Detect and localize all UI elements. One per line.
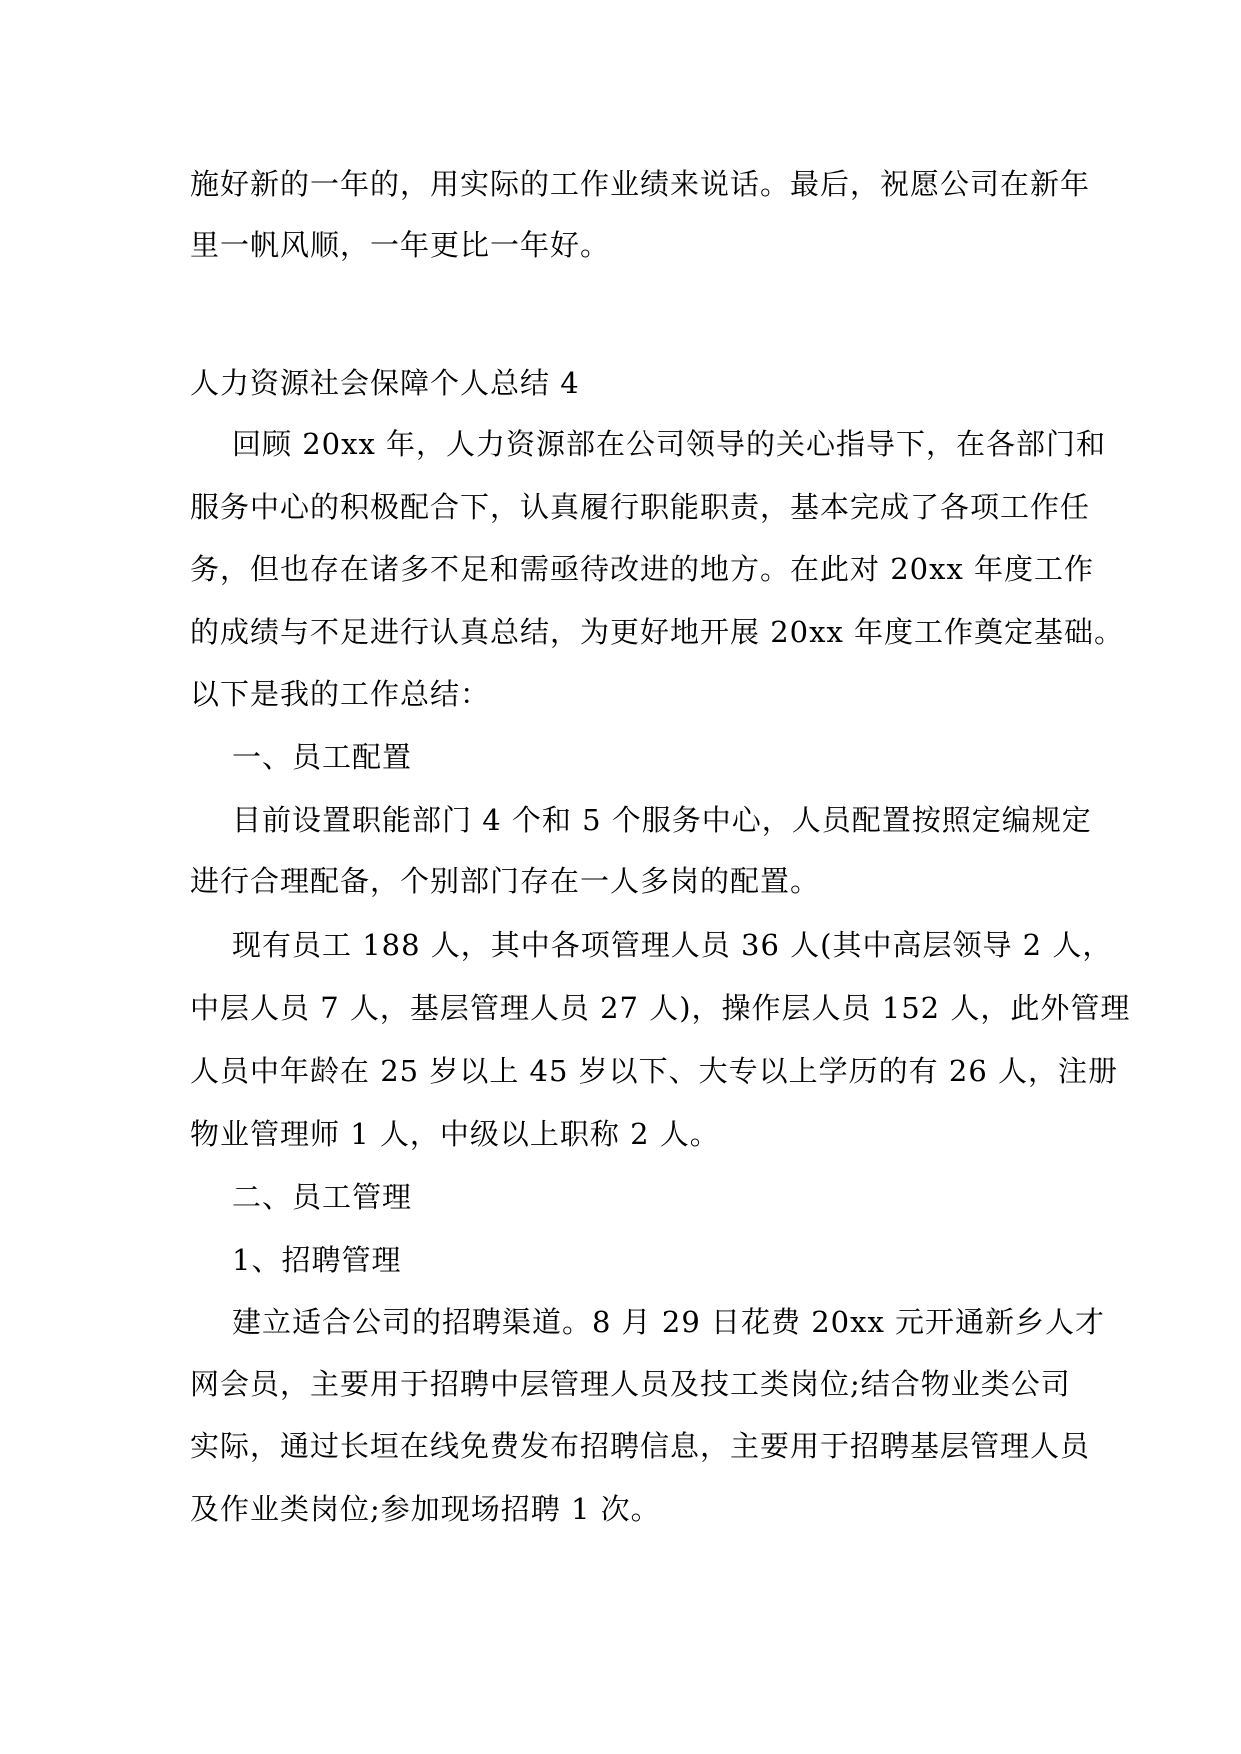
body-text-line: 及作业类岗位;参加现场招聘 1 次。	[190, 1492, 661, 1526]
body-text-line: 实际，通过长垣在线免费发布招聘信息，主要用于招聘基层管理人员	[190, 1429, 1091, 1463]
body-text-line: 物业管理师 1 人，中级以上职称 2 人。	[190, 1117, 720, 1151]
body-text-line: 目前设置职能部门 4 个和 5 个服务中心，人员配置按照定编规定	[232, 803, 1092, 837]
heading-line: 二、员工管理	[232, 1180, 413, 1214]
heading-line: 1、招聘管理	[232, 1243, 402, 1277]
body-text-line: 网会员，主要用于招聘中层管理人员及技工类岗位;结合物业类公司	[190, 1367, 1071, 1401]
body-text-line: 现有员工 188 人，其中各项管理人员 36 人(其中高层领导 2 人，	[232, 928, 1113, 962]
body-text-line: 里一帆风顺，一年更比一年好。	[190, 228, 611, 262]
body-text-line: 中层人员 7 人，基层管理人员 27 人)，操作层人员 152 人，此外管理	[190, 991, 1131, 1025]
body-text-line: 回顾 20xx 年，人力资源部在公司领导的关心指导下，在各部门和	[232, 427, 1107, 461]
body-text-line: 的成绩与不足进行认真总结，为更好地开展 20xx 年度工作奠定基础。	[190, 615, 1125, 649]
body-text-line: 以下是我的工作总结：	[190, 677, 491, 711]
section-title: 人力资源社会保障个人总结 4	[190, 366, 580, 400]
body-text-line: 人员中年龄在 25 岁以上 45 岁以下、大专以上学历的有 26 人，注册	[190, 1054, 1119, 1088]
heading-line: 一、员工配置	[232, 740, 413, 774]
body-text-line: 务，但也存在诸多不足和需亟待改进的地方。在此对 20xx 年度工作	[190, 552, 1095, 586]
body-text-line: 进行合理配备，个别部门存在一人多岗的配置。	[190, 864, 821, 898]
body-text-line: 建立适合公司的招聘渠道。8 月 29 日花费 20xx 元开通新乡人才	[232, 1305, 1106, 1339]
body-text-line: 服务中心的积极配合下，认真履行职能职责，基本完成了各项工作任	[190, 490, 1091, 524]
body-text-line: 施好新的一年的，用实际的工作业绩来说话。最后，祝愿公司在新年	[190, 167, 1091, 201]
